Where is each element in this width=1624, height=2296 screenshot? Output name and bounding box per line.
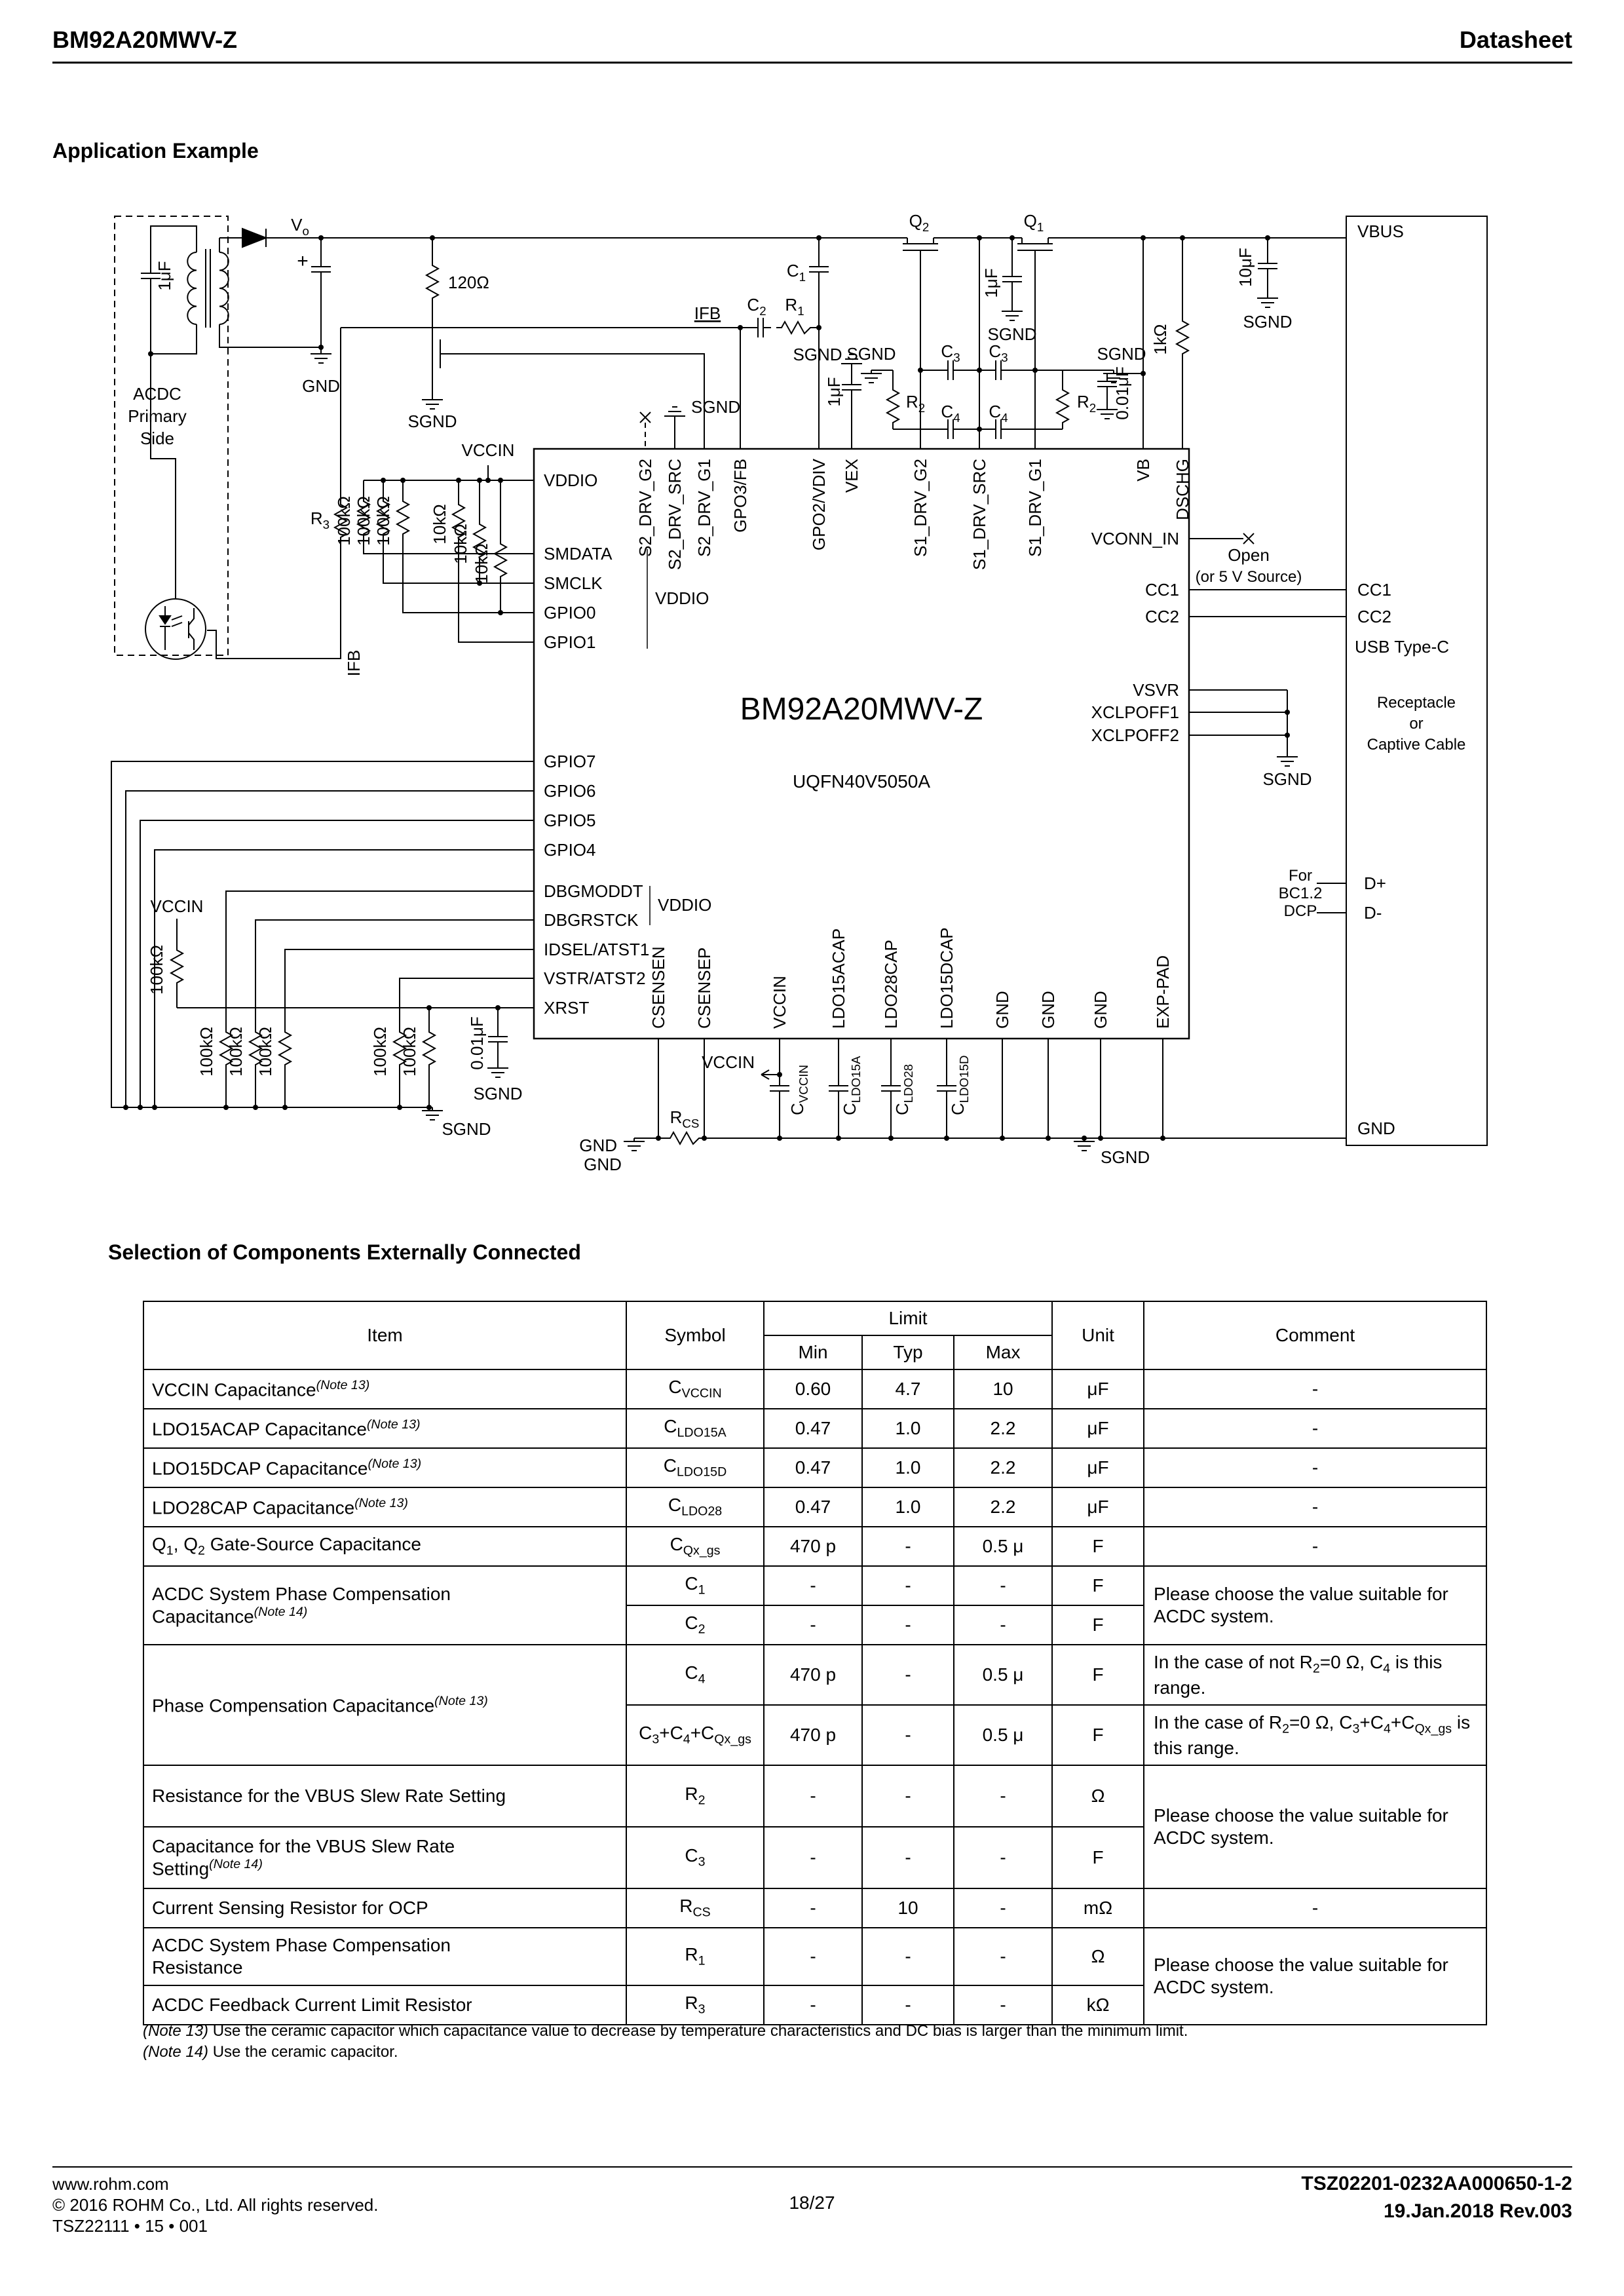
unit-cell: F <box>1052 1827 1144 1888</box>
symbol-cell: $R_2$ <box>626 1765 764 1827</box>
schematic-label: CC1 <box>1357 580 1392 600</box>
footer-copyright: © 2016 ROHM Co., Ltd. All rights reserved. <box>52 2195 379 2215</box>
table-row <box>143 1928 1486 1985</box>
item-cell: LDO15ACAP Capacitance$^{(Note 13)}$ <box>143 1409 626 1448</box>
unit-cell: μF <box>1052 1448 1144 1487</box>
schematic-label: 100kΩ <box>197 1027 216 1077</box>
schematic-label: Side <box>140 429 175 448</box>
item-cell: ACDC System Phase Compensation Resistance <box>143 1928 626 1985</box>
sgnd-symbol <box>664 407 685 419</box>
schematic-label: Captive Cable <box>1367 736 1466 754</box>
capacitor-cldo28 <box>881 1078 901 1099</box>
vo-net-label: $V_o$ <box>291 215 309 238</box>
transformer-coil <box>187 252 197 324</box>
component-table <box>143 1301 1487 2025</box>
schematic-label: 100kΩ <box>334 496 354 546</box>
diode <box>242 229 266 247</box>
schematic-label: $R_1$ <box>785 295 804 318</box>
footer-website[interactable]: www.rohm.com <box>52 2174 169 2194</box>
schematic-label: SGND <box>1101 1147 1150 1167</box>
item-cell: Phase Compensation Capacitance$^{(Note 13)}$ <box>143 1645 626 1765</box>
comment-cell: - <box>1144 1487 1486 1527</box>
comment-cell: Please choose the value suitable for ACDC system. <box>1144 1566 1486 1645</box>
unit-cell: F <box>1052 1527 1144 1566</box>
symbol-cell: $C_{Qx\_gs}$ <box>626 1527 764 1566</box>
typ-cell: - <box>862 1705 954 1765</box>
min-cell: - <box>764 1985 862 2025</box>
schematic-label: S1_DRV_G2 <box>911 459 930 557</box>
typ-cell: - <box>862 1605 954 1645</box>
min-cell: 470 p <box>764 1705 862 1765</box>
schematic-label: DSCHG <box>1173 459 1192 520</box>
schematic-label: SGND <box>442 1119 491 1139</box>
min-cell: 0.47 <box>764 1487 862 1527</box>
sgnd-symbol <box>861 370 882 383</box>
max-cell: - <box>954 1985 1052 2025</box>
schematic-label: $Q_2$ <box>909 211 930 234</box>
schematic-label: VDDIO <box>544 470 598 490</box>
typ-cell: 1.0 <box>862 1487 954 1527</box>
schematic-label: CC1 <box>1144 580 1179 600</box>
schematic-label: DCP <box>1283 902 1317 920</box>
schematic-label: 100kΩ <box>354 496 373 546</box>
schematic-label: 1μF <box>824 377 844 407</box>
table-row <box>143 1527 1486 1566</box>
schematic-label: VCONN_IN <box>1091 529 1179 548</box>
max-cell: 2.2 <box>954 1409 1052 1448</box>
symbol-cell: $C_1$ <box>626 1566 764 1605</box>
doc-part-number: BM92A20MWV-Z <box>52 26 238 53</box>
resistor-r2 <box>1057 383 1068 429</box>
schematic-label: DBGRSTCK <box>544 910 639 930</box>
schematic-label: VSTR/ATST2 <box>544 968 646 988</box>
col-header-max: Max <box>954 1335 1052 1369</box>
optocoupler <box>145 599 206 659</box>
symbol-cell: $R_{CS}$ <box>626 1888 764 1928</box>
sgnd-symbol <box>487 1065 508 1077</box>
unit-cell: F <box>1052 1645 1144 1705</box>
footer-doc-number: TSZ02201-0232AA000650-1-2 <box>1301 2173 1572 2194</box>
capacitor-cldo15d <box>937 1078 956 1099</box>
item-cell: Resistance for the VBUS Slew Rate Setting <box>143 1765 626 1827</box>
unit-cell: Ω <box>1052 1765 1144 1827</box>
min-cell: 470 p <box>764 1527 862 1566</box>
schematic-label: VSVR <box>1133 680 1179 700</box>
schematic-label: SGND <box>473 1084 523 1103</box>
symbol-cell: $C_{LDO28}$ <box>626 1487 764 1527</box>
schematic-label: $C_{LDO28}$ <box>892 1063 915 1115</box>
capacitor-1uf <box>1002 269 1022 290</box>
min-cell: 0.60 <box>764 1369 862 1409</box>
schematic-label: 100kΩ <box>400 1027 419 1077</box>
comment-cell: Please choose the value suitable for ACDC system. <box>1144 1765 1486 1888</box>
usb-receptacle-box <box>1346 216 1487 1145</box>
resistor-rcs <box>665 1132 704 1144</box>
item-cell: VCCIN Capacitance$^{(Note 13)}$ <box>143 1369 626 1409</box>
max-cell: 2.2 <box>954 1448 1052 1487</box>
symbol-cell: $C_4$ <box>626 1645 764 1705</box>
comment-cell: - <box>1144 1448 1486 1487</box>
schematic-label: S2_DRV_G1 <box>694 459 714 557</box>
symbol-cell: $R_1$ <box>626 1928 764 1985</box>
symbol-cell: $C_{VCCIN}$ <box>626 1369 764 1409</box>
capacitor-10uf <box>1258 256 1277 277</box>
typ-cell: - <box>862 1765 954 1827</box>
schematic-label: 120Ω <box>448 273 489 292</box>
schematic-label: IDSEL/ATST1 <box>544 940 650 959</box>
schematic-label: $C_{LDO15D}$ <box>948 1055 971 1115</box>
schematic-label: Open <box>1228 545 1270 565</box>
sgnd-symbol <box>1257 295 1278 307</box>
schematic-label: $C_4$ <box>989 402 1008 425</box>
table-row <box>143 1448 1486 1487</box>
capacitor-c2 <box>750 318 771 337</box>
min-cell: - <box>764 1888 862 1928</box>
schematic-label: $R_2$ <box>1077 392 1097 415</box>
schematic-label: VCCIN <box>150 896 204 916</box>
schematic-label: or <box>1409 715 1424 733</box>
min-cell: - <box>764 1605 862 1645</box>
symbol-cell: $C_3+C_4+C_{Qx\_gs}$ <box>626 1705 764 1765</box>
max-cell: - <box>954 1928 1052 1985</box>
schematic-label: ACDC <box>133 384 181 404</box>
unit-cell: μF <box>1052 1369 1144 1409</box>
max-cell: - <box>954 1765 1052 1827</box>
schematic-label: GND <box>1357 1119 1395 1138</box>
capacitor-1uf <box>842 377 861 398</box>
comment-cell: - <box>1144 1409 1486 1448</box>
unit-cell: F <box>1052 1605 1144 1645</box>
comment-cell: - <box>1144 1369 1486 1409</box>
resistor-r1 <box>776 322 816 334</box>
schematic-label: $R_2$ <box>906 392 926 415</box>
schematic-label: GPIO5 <box>544 811 596 830</box>
resistor-r2 <box>887 383 899 429</box>
typ-cell: 10 <box>862 1888 954 1928</box>
footer-rule <box>52 2166 1572 2168</box>
unit-cell: F <box>1052 1566 1144 1605</box>
schematic-label: LDO15ACAP <box>829 928 848 1029</box>
item-cell: ACDC System Phase Compensation Capacitance$^{(Note 14)}$ <box>143 1566 626 1645</box>
schematic-label: LDO15DCAP <box>937 927 956 1029</box>
resistor-100k <box>423 1025 435 1071</box>
section-title-application-example: Application Example <box>52 139 259 163</box>
capacitor-cldo15a <box>829 1078 848 1099</box>
typ-cell: 1.0 <box>862 1448 954 1487</box>
schematic-label: USB Type-C <box>1355 637 1450 657</box>
schematic-label: 100kΩ <box>373 496 393 546</box>
capacitor-cvccin <box>770 1078 789 1099</box>
schematic-label: SMDATA <box>544 544 613 564</box>
schematic-label: 0.01μF <box>1112 366 1132 420</box>
unit-cell: F <box>1052 1705 1144 1765</box>
opto-led <box>160 616 170 624</box>
schematic-label: SGND <box>793 345 842 364</box>
schematic-label: GPO2/VDIV <box>809 459 829 551</box>
schematic-label: $Q_1$ <box>1023 211 1044 234</box>
schematic-label: Primary <box>128 406 187 426</box>
max-cell: - <box>954 1566 1052 1605</box>
schematic-label: $C_1$ <box>786 261 806 284</box>
schematic-label: CC2 <box>1144 607 1179 626</box>
symbol-cell: $R_3$ <box>626 1985 764 2025</box>
table-row <box>143 1566 1486 1605</box>
schematic-label: DBGMODDT <box>544 881 643 901</box>
schematic-label: VCCIN <box>461 440 515 460</box>
item-cell: ACDC Feedback Current Limit Resistor <box>143 1985 626 2025</box>
resistor-10k <box>495 537 506 583</box>
min-cell: 0.47 <box>764 1448 862 1487</box>
schematic-label: IFB <box>344 649 364 677</box>
comment-cell: Please choose the value suitable for ACDC system. <box>1144 1928 1486 2025</box>
typ-cell: - <box>862 1527 954 1566</box>
schematic-label: GPO3/FB <box>730 459 750 533</box>
schematic-label: D- <box>1364 903 1382 923</box>
schematic-label: 100kΩ <box>370 1027 390 1077</box>
col-header-comment: Comment <box>1144 1301 1486 1369</box>
schematic-label: LDO28CAP <box>881 940 901 1029</box>
schematic-label: XCLPOFF1 <box>1091 702 1179 722</box>
resistor-100k <box>171 944 183 989</box>
schematic-label: SGND <box>1097 344 1146 364</box>
col-header-symbol: Symbol <box>626 1301 764 1369</box>
schematic-label: SMCLK <box>544 573 603 593</box>
schematic-label: 10kΩ <box>430 504 449 545</box>
min-cell: - <box>764 1566 862 1605</box>
symbol-cell: $C_{LDO15A}$ <box>626 1409 764 1448</box>
max-cell: 0.5 μ <box>954 1645 1052 1705</box>
sgnd-symbol <box>422 396 443 409</box>
schematic-label: CSENSEP <box>694 947 714 1029</box>
schematic-label: 1μF <box>981 268 1001 298</box>
schematic-label: SGND <box>1262 769 1312 789</box>
schematic-label: 1μF <box>155 261 174 291</box>
typ-cell: - <box>862 1566 954 1605</box>
section-title-component-selection: Selection of Components Externally Connected <box>108 1240 581 1264</box>
min-cell: 0.47 <box>764 1409 862 1448</box>
table-row <box>143 1765 1486 1827</box>
schematic-label: VEX <box>842 459 861 493</box>
schematic-label: VDDIO <box>655 588 709 608</box>
schematic-label: CSENSEN <box>649 946 668 1029</box>
schematic-label: 10kΩ <box>451 524 470 564</box>
footer-code: TSZ22111 • 15 • 001 <box>52 2216 208 2236</box>
sgnd-symbol <box>422 1107 443 1120</box>
typ-cell: 1.0 <box>862 1409 954 1448</box>
schematic-label: GPIO7 <box>544 752 596 771</box>
unit-cell: μF <box>1052 1487 1144 1527</box>
col-header-unit: Unit <box>1052 1301 1144 1369</box>
typ-cell: - <box>862 1985 954 2025</box>
capacitor-bulk <box>311 259 331 280</box>
item-cell: LDO28CAP Capacitance$^{(Note 13)}$ <box>143 1487 626 1527</box>
schematic-label: S1_DRV_G1 <box>1025 459 1045 557</box>
max-cell: - <box>954 1888 1052 1928</box>
schematic-label: BC1.2 <box>1278 885 1323 902</box>
schematic-label: S2_DRV_G2 <box>635 459 655 557</box>
schematic-label: For <box>1289 867 1312 885</box>
schematic-label: 100kΩ <box>226 1027 246 1077</box>
schematic-label: EXP-PAD <box>1153 955 1173 1029</box>
table-row <box>143 1369 1486 1409</box>
schematic-label: XRST <box>544 998 590 1018</box>
max-cell: 10 <box>954 1369 1052 1409</box>
schematic-label: VDDIO <box>658 895 712 915</box>
schematic-label: $C_{VCCIN}$ <box>787 1065 810 1115</box>
min-cell: - <box>764 1928 862 1985</box>
resistor-120ohm <box>426 259 438 305</box>
no-connect-x <box>640 412 651 423</box>
ic-package: UQFN40V5050A <box>792 771 931 792</box>
schematic-label: VCCIN <box>702 1052 755 1072</box>
table-row <box>143 1409 1486 1448</box>
unit-cell: mΩ <box>1052 1888 1144 1928</box>
capacitor-001uf <box>488 1029 508 1050</box>
comment-cell: - <box>1144 1888 1486 1928</box>
schematic-label: GND <box>1038 991 1058 1029</box>
col-header-item: Item <box>143 1301 626 1369</box>
schematic-label: VCCIN <box>770 976 789 1029</box>
typ-cell: - <box>862 1645 954 1705</box>
max-cell: - <box>954 1827 1052 1888</box>
col-header-limit: Limit <box>764 1301 1052 1335</box>
unit-cell: μF <box>1052 1409 1144 1448</box>
schematic-label: XCLPOFF2 <box>1091 725 1179 745</box>
resistor-1k <box>1177 315 1188 360</box>
comment-cell: - <box>1144 1527 1486 1566</box>
schematic-label: $C_3$ <box>941 341 960 364</box>
item-cell: Capacitance for the VBUS Slew Rate Setting$^{(Note 14)}$ <box>143 1827 626 1888</box>
resistor-100k <box>279 1025 291 1071</box>
sgnd-symbol <box>1277 754 1298 766</box>
table-row <box>143 1888 1486 1928</box>
transformer-core <box>206 249 210 328</box>
unit-cell: kΩ <box>1052 1985 1144 2025</box>
schematic-label: (or 5 V Source) <box>1195 568 1302 586</box>
ifb-net-label: IFB <box>694 303 721 323</box>
footer-revision: 19.Jan.2018 Rev.003 <box>1383 2200 1572 2222</box>
max-cell: 2.2 <box>954 1487 1052 1527</box>
min-cell: - <box>764 1827 862 1888</box>
resistor-100k <box>397 495 409 541</box>
table-row <box>143 1645 1486 1705</box>
schematic-label: 10μF <box>1236 248 1255 287</box>
schematic-label: $R_{CS}$ <box>670 1107 700 1130</box>
schematic-label: 10kΩ <box>472 543 491 584</box>
min-cell: - <box>764 1765 862 1827</box>
schematic-label: SGND <box>407 411 457 431</box>
col-header-typ: Typ <box>862 1335 954 1369</box>
symbol-cell: $C_3$ <box>626 1827 764 1888</box>
ic-title: BM92A20MWV-Z <box>740 692 983 727</box>
note-14: (Note 14) Use the ceramic capacitor. <box>143 2043 398 2061</box>
item-cell: $Q_1$, $Q_2$ Gate-Source Capacitance <box>143 1527 626 1566</box>
item-cell: Current Sensing Resistor for OCP <box>143 1888 626 1928</box>
schematic-label: 1kΩ <box>1150 324 1170 355</box>
schematic-label: $C_4$ <box>941 402 960 425</box>
schematic-label: GND <box>302 376 340 396</box>
schematic-label: SGND <box>691 397 741 417</box>
item-cell: LDO15DCAP Capacitance$^{(Note 13)}$ <box>143 1448 626 1487</box>
schematic-label: GND <box>992 991 1012 1029</box>
schematic-label: S2_DRV_SRC <box>665 459 685 571</box>
symbol-cell: $C_{LDO15D}$ <box>626 1448 764 1487</box>
transformer-coil <box>219 252 229 324</box>
schematic-label: 0.01μF <box>467 1016 487 1070</box>
max-cell: - <box>954 1605 1052 1645</box>
schematic-label: CC2 <box>1357 607 1392 626</box>
vbus-label: VBUS <box>1357 221 1404 241</box>
schematic-label: + <box>297 250 309 272</box>
schematic-label: SGND <box>846 344 896 364</box>
schematic-label: GND <box>579 1136 617 1155</box>
schematic-label: $C_3$ <box>989 341 1008 364</box>
component-table-wrap <box>143 1301 1486 2025</box>
typ-cell: - <box>862 1928 954 1985</box>
schematic-label: $C_2$ <box>747 295 766 318</box>
schematic-label: $C_{LDO15A}$ <box>840 1056 863 1115</box>
schematic-label: GPIO1 <box>544 632 596 652</box>
schematic-label: $R_3$ <box>310 508 330 531</box>
max-cell: 0.5 μ <box>954 1705 1052 1765</box>
footer-page-number: 18/27 <box>789 2192 835 2213</box>
schematic-label: GPIO4 <box>544 840 596 860</box>
doc-type: Datasheet <box>1459 26 1572 53</box>
min-cell: 470 p <box>764 1645 862 1705</box>
typ-cell: - <box>862 1827 954 1888</box>
schematic-label: SGND <box>987 324 1037 344</box>
gnd-symbol <box>624 1138 645 1151</box>
schematic-label: VB <box>1133 459 1153 482</box>
comment-cell: In the case of not $R_2=0$ Ω, $C_4$ is this range. <box>1144 1645 1486 1705</box>
schematic-label: GPIO6 <box>544 781 596 801</box>
symbol-cell: $C_2$ <box>626 1605 764 1645</box>
col-header-min: Min <box>764 1335 862 1369</box>
comment-cell: In the case of $R_2=0$ Ω, $C_3+C_4+C_{Qx\_gs}$ is this range. <box>1144 1705 1486 1765</box>
vddio-bracket <box>647 549 650 925</box>
unit-cell: Ω <box>1052 1928 1144 1985</box>
schematic-label: 100kΩ <box>147 945 166 995</box>
schematic-label: S1_DRV_SRC <box>970 459 989 571</box>
sgnd-symbol <box>1002 308 1023 320</box>
table-row <box>143 1487 1486 1527</box>
schematic-label: SGND <box>1243 312 1293 332</box>
schematic-label: GPIO0 <box>544 603 596 622</box>
schematic-label: GND <box>584 1155 622 1174</box>
schematic-label: GND <box>1091 991 1110 1029</box>
schematic-label: D+ <box>1364 873 1386 893</box>
gnd-symbol <box>311 351 331 363</box>
schematic-label: Receptacle <box>1376 694 1456 712</box>
typ-cell: 4.7 <box>862 1369 954 1409</box>
capacitor-c1 <box>809 259 829 280</box>
max-cell: 0.5 μ <box>954 1527 1052 1566</box>
schematic-label: 100kΩ <box>255 1027 275 1077</box>
note-13: (Note 13) Use the ceramic capacitor which capacitance value to decrease by temperature characteristics and DC bias is larger than the minimum limit. <box>143 2022 1188 2040</box>
